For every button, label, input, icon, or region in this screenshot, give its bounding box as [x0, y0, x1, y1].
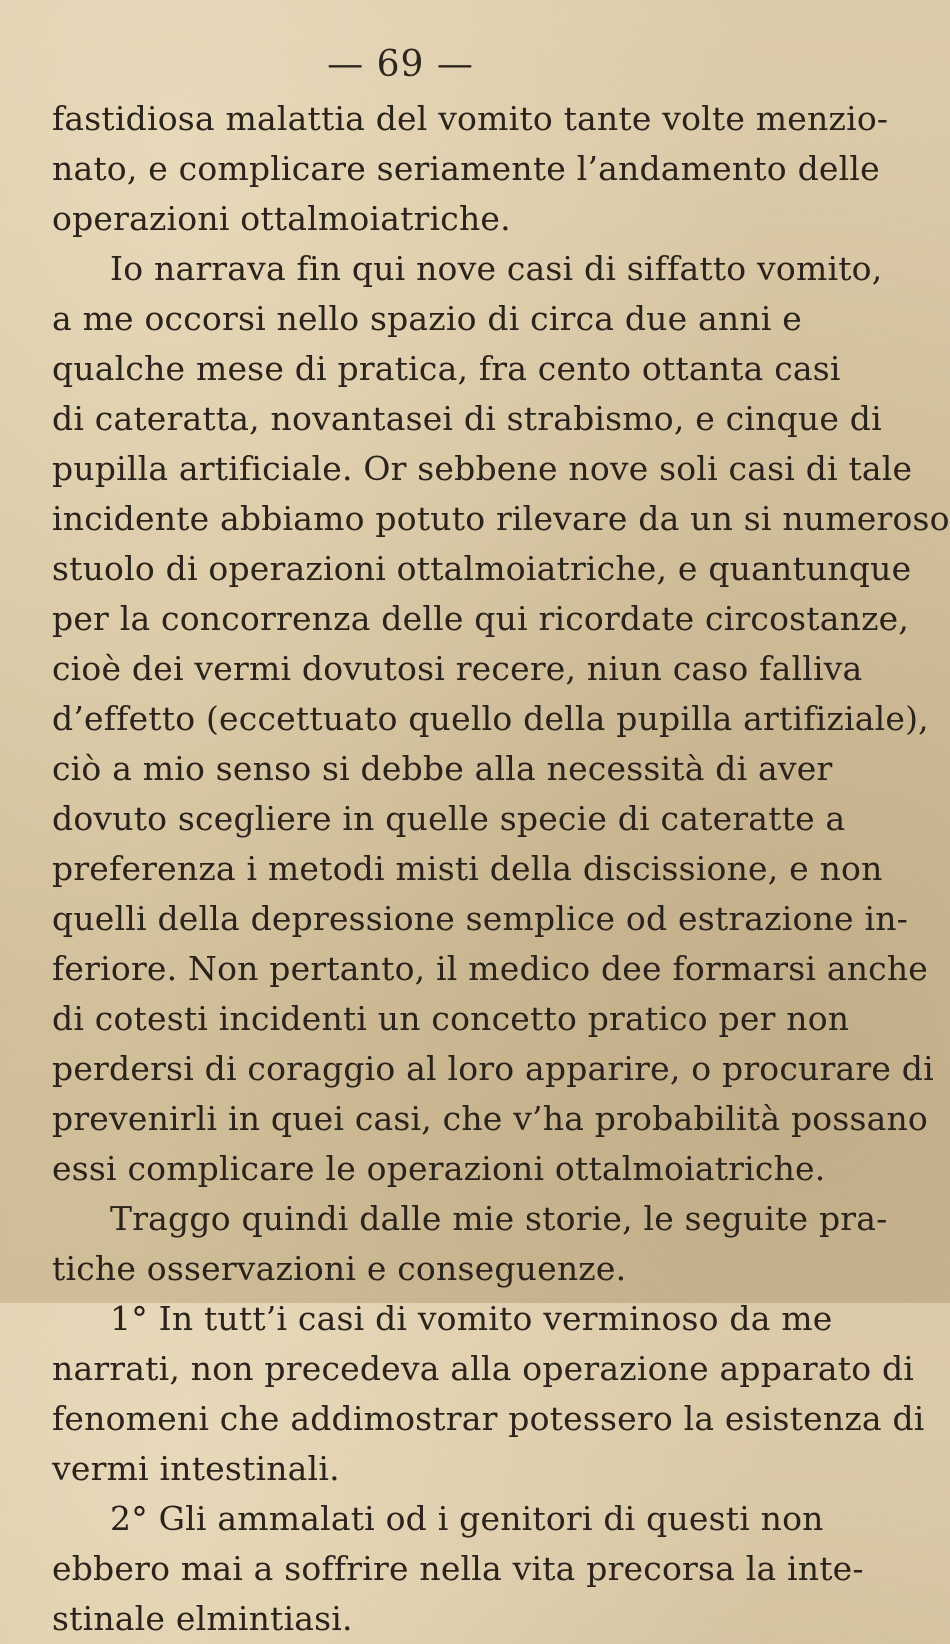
text-line: pupilla artificiale. Or sebbene nove soli casi di tale [52, 449, 913, 488]
text-line: dovuto scegliere in quelle specie di cateratte a [52, 799, 846, 838]
text-line: operazioni ottalmoiatriche. [52, 199, 511, 238]
text-line: essi complicare le operazioni ottalmoiatriche. [52, 1149, 826, 1188]
text-line: preferenza i metodi misti della discissione, e non [52, 849, 883, 888]
text-line: vermi intestinali. [52, 1449, 340, 1488]
text-line: qualche mese di pratica, fra cento ottanta casi [52, 349, 841, 388]
text-line: Traggo quindi dalle mie storie, le seguite pra- [110, 1199, 888, 1238]
text-line: incidente abbiamo potuto rilevare da un si numeroso [52, 499, 950, 538]
text-line: fenomeni che addimostrar potessero la esistenza di [52, 1399, 925, 1438]
text-line: prevenirli in quei casi, che v’ha probabilità possano [52, 1099, 928, 1138]
text-line: ciò a mio senso si debbe alla necessità di aver [52, 749, 833, 788]
text-line: per la concorrenza delle qui ricordate circostanze, [52, 599, 910, 638]
text-line: Io narrava fin qui nove casi di siffatto vomito, [110, 249, 883, 288]
text-line: d’effetto (eccettuato quello della pupilla artifiziale), [52, 699, 929, 738]
text-line: cioè dei vermi dovutosi recere, niun caso falliva [52, 649, 863, 688]
text-line: narrati, non precedeva alla operazione apparato di [52, 1349, 915, 1388]
text-line: di cateratta, novantasei di strabismo, e cinque di [52, 399, 882, 438]
text-line: 2° Gli ammalati od i genitori di questi non [110, 1499, 824, 1538]
text-line: tiche osservazioni e conseguenze. [52, 1249, 627, 1288]
text-line: fastidiosa malattia del vomito tante volte menzio- [52, 99, 889, 138]
body-text [52, 94, 950, 1644]
text-line: nato, e complicare seriamente l’andamento delle [52, 149, 880, 188]
text-line: perdersi di coraggio al loro apparire, o procurare di [52, 1049, 934, 1088]
text-line: a me occorsi nello spazio di circa due anni e [52, 299, 802, 338]
text-line: quelli della depressione semplice od estrazione in- [52, 899, 909, 938]
page-number: — 69 — [327, 44, 474, 85]
text-line: di cotesti incidenti un concetto pratico per non [52, 999, 850, 1038]
text-line: stinale elmintiasi. [52, 1599, 353, 1638]
text-line: stuolo di operazioni ottalmoiatriche, e quantunque [52, 549, 912, 588]
text-line: feriore. Non pertanto, il medico dee formarsi anche [52, 949, 929, 988]
text-line: 1° In tutt’i casi di vomito verminoso da me [110, 1299, 833, 1338]
text-line: ebbero mai a soffrire nella vita precorsa la inte- [52, 1549, 864, 1588]
